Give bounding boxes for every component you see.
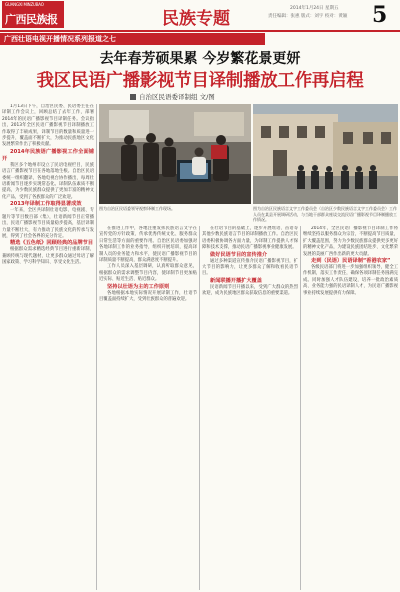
masthead-divider xyxy=(0,30,400,32)
section-heading: 做好民语节目的宣传推介 xyxy=(210,251,268,258)
paragraph: 在推进工作中，各地注重发挥民族语言文字在宣传党的方针政策、传承优秀传统文化、服务群众日常生活等方面的重要作用。自治区民语委加强对各地译制工作的业务指导，组织开展培训，提高译制人员的业务能力和水平，使民语广播影视节目的译制质量不断提高，群众满意度不断提升。 xyxy=(99,226,197,264)
paragraph: 1月13日下午，自治区民委、民语委主任在译制工作会议上，回顾总结了去年工作，部署2014年的民语广播影视节目译制任务。会议指出，2013年全区民语广播影视节目译制播放工作取得了丰硕成果，译制节目的数量和质量进一步提升，覆盖面不断扩大，为推动民族地区文化发展繁荣作出了积极贡献。 xyxy=(2,104,94,148)
paragraph: 工作人员深入基层调研，认真听取群众意见，根据群众的需求调整节目内容，使译制节目更加贴近实际、贴近生活、贴近群众。 xyxy=(99,264,197,283)
article-column-4 xyxy=(303,226,398,590)
headline-main: 我区民语广播影视节目译制播放工作再启程 xyxy=(36,71,364,91)
column-divider xyxy=(300,226,301,590)
article-column-1 xyxy=(2,104,94,590)
issue-date: 2014年1月24日 星期五 xyxy=(290,6,339,11)
paragraph: 各级民语部门将进一步加强组织领导，健全工作机制，落实工作责任，确保各项译制任务圆满完成。同时加强人才队伍建设，培养一批政治素质高、业务能力强的民语译制人才，为民语广播影视事业持续发展提供有力保障。 xyxy=(303,265,398,296)
headline-subhead: 去年春芳硕果累 今岁繁花景更妍 xyxy=(99,51,301,67)
byline xyxy=(130,92,215,101)
series-banner: 广西壮语电视开播情况系列报道之七 xyxy=(0,33,265,45)
newspaper-logo xyxy=(2,1,64,28)
paragraph: 通过多种渠道宣传推介民语广播影视节目，扩大节目的影响力，让更多群众了解和收看民语节目。 xyxy=(202,258,298,277)
byline-text: 自治区民语委译制组 文/图 xyxy=(139,93,215,101)
logo-title: 广西民族报 xyxy=(5,13,58,26)
paragraph: 在壮语节目的基础上，逐步开展瑶语、苗语等其他少数民族语言节目的译制播放工作。自治区民语委积极协调各方面力量，为译制工作提供人才保障和技术支撑，推动民语广播影视事业健康发展。 xyxy=(202,226,298,251)
article-column-2 xyxy=(99,226,197,590)
section-heading: 2014年民族语广播影视工作全面铺开 xyxy=(2,148,94,162)
page-number: 5 xyxy=(372,2,388,28)
photo-caption-right: 图为自治区民族语言文字工作委员会（自治区少数民族语言文字工作委员会）工作人员在某县开展调研活动，与当地干部群众座谈交流民语广播影视节目译制播放工作情况。 xyxy=(253,206,397,222)
section-title: 民族专题 xyxy=(162,9,230,29)
paragraph: 民语新闻节目开播以来，受到广大群众的热烈欢迎，成为民族地区群众获取信息的重要渠道。 xyxy=(202,284,298,297)
photo-translation-studio xyxy=(99,104,251,204)
photo-field-survey xyxy=(253,104,398,204)
photo-caption-left: 图为自治区民语委领导视察译制工作现场。 xyxy=(99,206,175,211)
section-heading: 新闻联播开播扩大覆盖 xyxy=(210,277,262,284)
section-heading: 走到（民语）民语译制“香港农家” xyxy=(311,258,391,265)
column-divider xyxy=(199,226,200,590)
column-divider xyxy=(96,104,97,590)
logo-pinyin: GUANGXI MINZUBAO xyxy=(5,2,44,7)
byline-marker-icon xyxy=(130,94,136,100)
section-heading: 精选《五色纸》回顾经典的品牌节目 xyxy=(10,240,94,247)
paragraph: 根据群众需求精选经典节目进行重新译制，兼顾传统与现代题材，让更多群众通过母语了解国家政策、学习科学知识、享受文化生活。 xyxy=(2,247,94,266)
section-heading: 坚持以壮语为主的工作原则 xyxy=(107,283,170,290)
masthead xyxy=(0,0,400,30)
paragraph: 各地根据本地实际情况开展译制工作，壮语节目覆盖面持续扩大，受到壮族群众的普遍欢迎。 xyxy=(99,290,197,303)
section-heading: 2013年译制工作取得显著成效 xyxy=(10,201,82,208)
paragraph: 我区多个地州市设立了民语电视栏目，民族语言广播影视节目在各地落地生根。自治区民语委统一组织翻译，各地电视台协作播出，每周壮语新闻节目逐步实现常态化。译制队伍素质不断提高，为少数民族群众提供了更加丰富的精神文化产品，受到了各族群众的广泛欢迎。 xyxy=(2,162,94,200)
article-column-3 xyxy=(202,226,298,590)
paragraph: 一年来，全区共译制壮语电影、电视剧、专题片等节目数百部（集），壮语新闻节目正常播出，民语广播影视节目质量稳步提高，基层译制力量不断壮大，有力推动了民族文化的传承与发展，得到了社会各界的充分肯定。 xyxy=(2,208,94,239)
paragraph: 2014年，全区民语广播影视节目译制工作将继续坚持以服务群众为宗旨，不断提高节目质量，扩大覆盖范围，努力为少数民族群众提供更多更好的精神文化产品，为建设民族团结进步、文化繁荣发展的美丽广西作出新的更大贡献。 xyxy=(303,226,398,257)
editor-credits: 责任编辑：张惠 版式：刘宇 校对：黄颖 xyxy=(268,14,348,19)
